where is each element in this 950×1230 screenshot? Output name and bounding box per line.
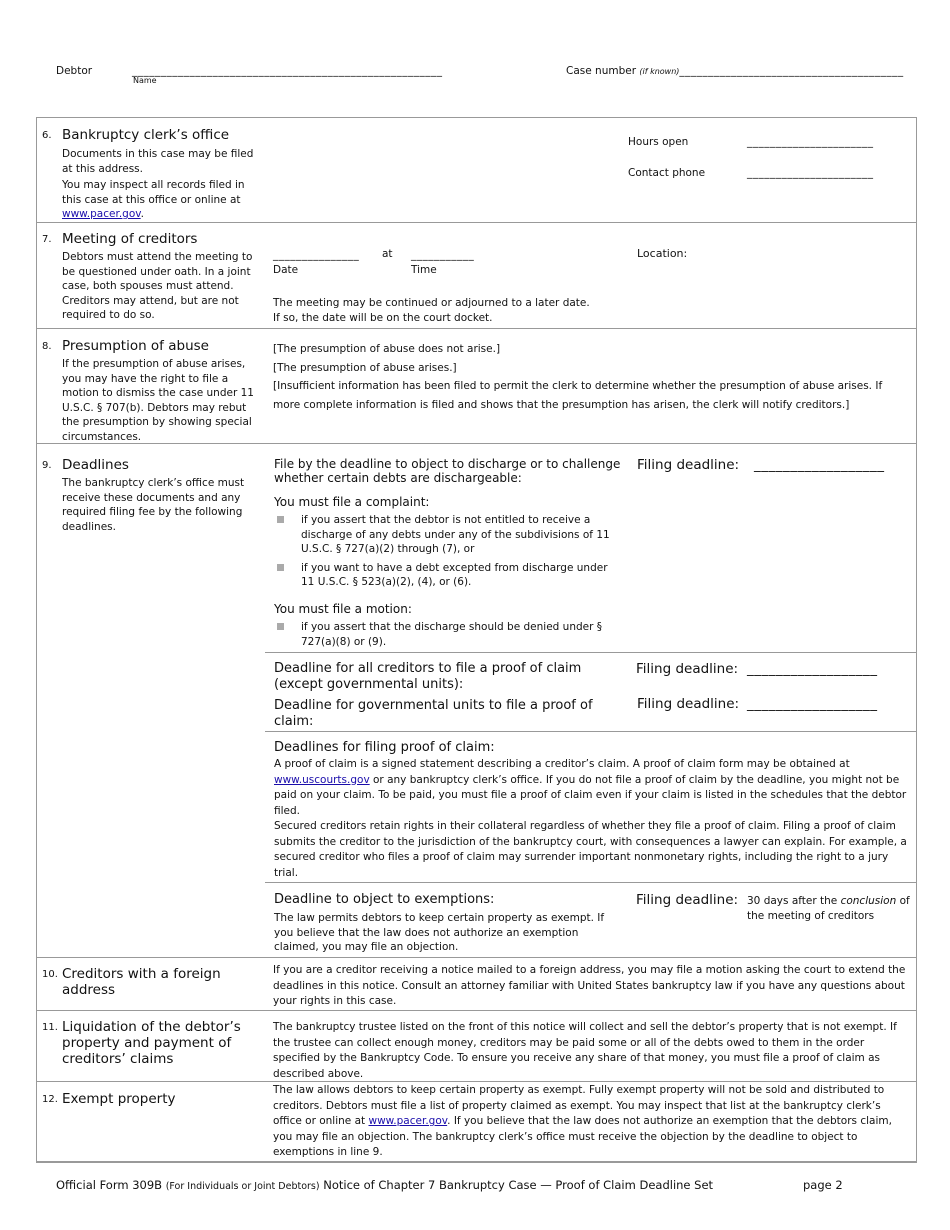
- bullet-icon: [277, 564, 284, 571]
- section-number: 12.: [42, 1094, 58, 1105]
- exemptions-deadline: 30 days after the conclusion of the meeting of creditors: [747, 895, 910, 922]
- section-number: 9.: [42, 460, 52, 471]
- divider: [265, 882, 916, 883]
- complaint-list: [274, 513, 624, 594]
- filing-deadline-label: Filing deadline:: [636, 892, 739, 908]
- case-number-field[interactable]: _______________________________________: [679, 65, 904, 77]
- presumption-options: [273, 340, 909, 414]
- proof-of-claim-text: A proof of claim is a signed statement describing a creditor’s claim. A proof of claim form may be obtained at www.uscourts.gov or any bankruptcy clerk’s office. If you do not file a proof of claim by the deadline, you might not be paid on your claim. To be paid, you must file a proof of claim even if your claim is listed in the schedules that the debtor filed. Secured creditors retain rights in their collateral regardless of whether they file a proof of claim. Filing a proof of claim submits the creditor to the jurisdiction of the bankruptcy court, with consequences a lawyer can explain. For example, a secured creditor who files a proof of claim may surrender important nonmonetary rights, including the right to a jury trial.: [274, 758, 907, 879]
- section-number: 7.: [42, 234, 52, 245]
- exemptions-heading: Deadline to object to exemptions:: [274, 892, 495, 907]
- list-item: if you assert that the debtor is not entitled to receive a discharge of any debts under any of the subdivisions of 11 U.S.C. § 727(a)(2) through (7), or: [274, 513, 624, 557]
- discharge-deadline-field[interactable]: __________________: [754, 457, 885, 473]
- section-title: Creditors with a foreign address: [62, 966, 221, 998]
- footer: [56, 1178, 713, 1192]
- date-label: Date: [273, 264, 299, 276]
- filing-deadline-label: Filing deadline:: [637, 457, 740, 473]
- all-creditors-heading: Deadline for all creditors to file a proof of claim (except governmental units):: [274, 661, 582, 692]
- case-number-label: Case number (if known)_______________________________________: [566, 65, 904, 77]
- section-number: 8.: [42, 341, 52, 352]
- section-title: Deadlines: [62, 457, 129, 473]
- form-name: Official Form 309B: [56, 1178, 163, 1192]
- uscourts-link[interactable]: www.uscourts.gov: [274, 773, 370, 786]
- name-label: Name: [133, 76, 157, 85]
- gov-units-deadline-field[interactable]: __________________: [747, 696, 878, 712]
- pacer-link[interactable]: www.pacer.gov: [62, 208, 141, 220]
- motion-heading: You must file a motion:: [274, 602, 412, 616]
- filing-deadline-label: Filing deadline:: [637, 696, 740, 712]
- divider: [36, 957, 916, 958]
- section-description: The bankruptcy clerk’s office must receive these documents and any required filing fee by the following deadlines.: [62, 477, 245, 533]
- section-title: Exempt property: [62, 1091, 176, 1107]
- section-title: Meeting of creditors: [62, 231, 198, 247]
- divider: [36, 328, 916, 329]
- divider: [36, 222, 916, 223]
- contact-phone-field[interactable]: ______________________: [747, 167, 874, 179]
- hours-open-label: Hours open: [628, 136, 689, 148]
- section-description: Documents in this case may be filed at this address. You may inspect all records filed in this case at this office or online at www.pacer.gov.: [62, 148, 254, 220]
- hours-open-field[interactable]: ______________________: [747, 136, 874, 148]
- section-text: The bankruptcy trustee listed on the front of this notice will collect and sell the debtor’s property that is not exempt. If the trustee can collect enough money, creditors may be paid some or all of the debts owed to them in the order specified by the Bankruptcy Code. To ensure you receive any share of that money, you must file a proof of claim as described above.: [273, 1021, 897, 1080]
- meeting-date-field[interactable]: _______________: [273, 249, 360, 261]
- divider: [36, 1010, 916, 1011]
- section-text: The law allows debtors to keep certain property as exempt. Fully exempt property will not be sold and distributed to creditors. Debtors must file a list of property claimed as exempt. You may inspect that list at the bankruptcy clerk’s office or online at www.pacer.gov. If you believe that the law does not authorize an exemption that the debtors claim, you may file an objection. The bankruptcy clerk’s office must receive the objection by the deadline to object to exemptions in line 9.: [273, 1084, 892, 1158]
- if-known-label: (if known): [639, 67, 680, 76]
- exemptions-text: The law permits debtors to keep certain property as exempt. If you believe that the law does not authorize an exemption claimed, you may file an objection.: [274, 912, 605, 953]
- meeting-time-field[interactable]: ___________: [411, 249, 475, 261]
- proof-of-claim-heading: Deadlines for filing proof of claim:: [274, 740, 495, 755]
- presumption-option: [Insufficient information has been filed to permit the clerk to determine whether the presumption of abuse arises. If more complete information is filed and shows that the presumption has arisen, the clerk will notify creditors.]: [273, 380, 883, 411]
- at-label: at: [382, 248, 393, 260]
- list-item: if you want to have a debt excepted from discharge under 11 U.S.C. § 523(a)(2), (4), or (6).: [274, 561, 624, 590]
- section-number: 11.: [42, 1022, 58, 1033]
- list-item: if you assert that the discharge should be denied under § 727(a)(8) or (9).: [274, 620, 624, 649]
- complaint-heading: You must file a complaint:: [274, 495, 430, 509]
- all-creditors-deadline-field[interactable]: __________________: [747, 661, 878, 677]
- form-title: Notice of Chapter 7 Bankruptcy Case — Proof of Claim Deadline Set: [323, 1178, 714, 1192]
- discharge-heading: File by the deadline to object to discharge or to challenge whether certain debts are dischargeable:: [274, 457, 621, 485]
- pacer-link[interactable]: www.pacer.gov: [368, 1115, 448, 1127]
- gov-units-heading: Deadline for governmental units to file a proof of claim:: [274, 698, 593, 729]
- section-title: Liquidation of the debtor’s property and payment of creditors’ claims: [62, 1019, 241, 1067]
- presumption-option: [The presumption of abuse arises.]: [273, 361, 457, 374]
- presumption-option: [The presumption of abuse does not arise.]: [273, 343, 501, 355]
- filing-deadline-label: Filing deadline:: [636, 661, 739, 677]
- debtor-label: Debtor: [56, 65, 93, 77]
- section-text: If you are a creditor receiving a notice mailed to a foreign address, you may file a motion asking the court to extend the deadlines in this notice. Consult an attorney familiar with United States bankruptcy law if you have any questions about your rights in this case.: [273, 964, 906, 1007]
- section-title: Bankruptcy clerk’s office: [62, 127, 230, 143]
- section-number: 10.: [42, 969, 58, 980]
- debtor-name-field[interactable]: ______________________________________________________: [132, 65, 443, 77]
- divider: [265, 731, 916, 732]
- section-number: 6.: [42, 130, 52, 141]
- page-number: page 2: [803, 1178, 843, 1192]
- bullet-icon: [277, 516, 284, 523]
- time-label: Time: [411, 264, 437, 276]
- section-description: Debtors must attend the meeting to be questioned under oath. In a joint case, both spouses must attend. Creditors may attend, but are not required to do so.: [62, 251, 253, 321]
- motion-list: [274, 620, 624, 653]
- bullet-icon: [277, 623, 284, 630]
- contact-phone-label: Contact phone: [628, 167, 706, 179]
- form-scope: (For Individuals or Joint Debtors): [165, 1181, 320, 1192]
- location-label: Location:: [637, 247, 688, 260]
- section-title: Presumption of abuse: [62, 338, 209, 354]
- meeting-note: The meeting may be continued or adjourned to a later date. If so, the date will be on the court docket.: [273, 297, 590, 324]
- section-description: If the presumption of abuse arises, you may have the right to file a motion to dismiss the case under 11 U.S.C. § 707(b). Debtors may rebut the presumption by showing special circumstances.: [62, 358, 254, 443]
